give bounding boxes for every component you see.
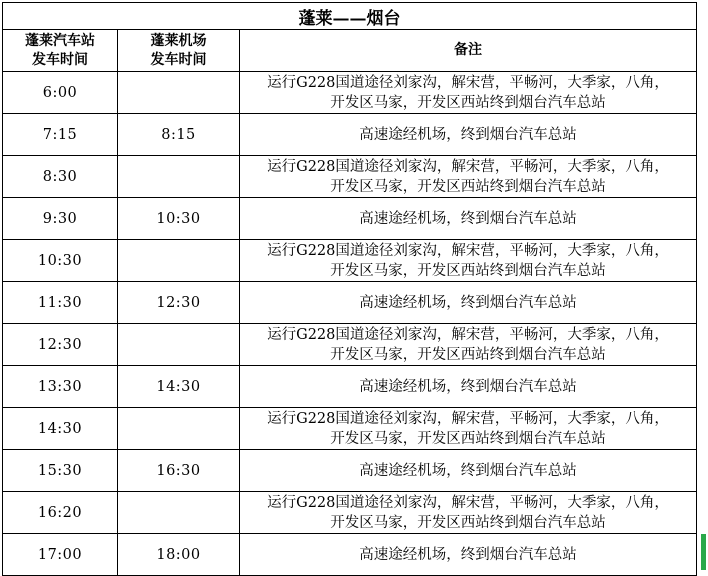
route-note-line1: 运行G228国道途径刘家沟，解宋营，平畅河，大季家，八角， <box>267 74 669 91</box>
airport-departure-time: 8:15 <box>118 114 240 156</box>
route-note-line1: 高速途经机场，终到烟台汽车总站 <box>359 294 577 311</box>
header-penglai-line2: 发车时间 <box>32 51 88 68</box>
table-row <box>3 240 697 282</box>
airport-departure-time: 12:30 <box>118 282 240 324</box>
route-note <box>240 156 697 198</box>
penglai-departure-time: 9:30 <box>3 198 118 240</box>
edge-accent-mark <box>701 534 706 570</box>
penglai-departure-time: 13:30 <box>3 366 118 408</box>
airport-departure-time <box>118 72 240 114</box>
airport-departure-time: 16:30 <box>118 450 240 492</box>
route-note-line1: 高速途经机场，终到烟台汽车总站 <box>359 462 577 479</box>
route-note-line1: 高速途经机场，终到烟台汽车总站 <box>359 546 577 563</box>
route-note <box>240 72 697 114</box>
route-note <box>240 240 697 282</box>
header-row <box>3 30 697 72</box>
table-row <box>3 156 697 198</box>
bus-schedule-table <box>2 2 697 576</box>
route-note <box>240 282 697 324</box>
airport-departure-time <box>118 156 240 198</box>
airport-departure-time <box>118 492 240 534</box>
penglai-departure-time: 7:15 <box>3 114 118 156</box>
route-note-line1: 运行G228国道途径刘家沟，解宋营，平畅河，大季家，八角， <box>267 158 669 175</box>
route-note-line1: 运行G228国道途径刘家沟，解宋营，平畅河，大季家，八角， <box>267 326 669 343</box>
table-title: 蓬莱——烟台 <box>3 3 697 30</box>
route-note <box>240 198 697 240</box>
route-note-line1: 运行G228国道途径刘家沟，解宋营，平畅河，大季家，八角， <box>267 410 669 427</box>
table-row <box>3 114 697 156</box>
route-note-line2: 开发区马家，开发区西站终到烟台汽车总站 <box>330 94 606 111</box>
header-note: 备注 <box>240 30 697 72</box>
route-note-line1: 高速途经机场，终到烟台汽车总站 <box>359 210 577 227</box>
airport-departure-time: 14:30 <box>118 366 240 408</box>
route-note-line1: 高速途经机场，终到烟台汽车总站 <box>359 378 577 395</box>
airport-departure-time: 18:00 <box>118 534 240 576</box>
airport-departure-time <box>118 324 240 366</box>
route-note <box>240 492 697 534</box>
penglai-departure-time: 15:30 <box>3 450 118 492</box>
table-row <box>3 366 697 408</box>
route-note-line2: 开发区马家，开发区西站终到烟台汽车总站 <box>330 514 606 531</box>
route-note-line2: 开发区马家，开发区西站终到烟台汽车总站 <box>330 346 606 363</box>
route-note-line1: 运行G228国道途径刘家沟，解宋营，平畅河，大季家，八角， <box>267 494 669 511</box>
table-row <box>3 198 697 240</box>
airport-departure-time: 10:30 <box>118 198 240 240</box>
airport-departure-time <box>118 240 240 282</box>
penglai-departure-time: 6:00 <box>3 72 118 114</box>
route-note-line2: 开发区马家，开发区西站终到烟台汽车总站 <box>330 262 606 279</box>
table-row <box>3 282 697 324</box>
table-row <box>3 72 697 114</box>
route-note <box>240 324 697 366</box>
penglai-departure-time: 14:30 <box>3 408 118 450</box>
route-note-line2: 开发区马家，开发区西站终到烟台汽车总站 <box>330 430 606 447</box>
route-note <box>240 366 697 408</box>
route-note <box>240 534 697 576</box>
penglai-departure-time: 11:30 <box>3 282 118 324</box>
route-note <box>240 450 697 492</box>
header-airport-departure <box>118 30 240 72</box>
penglai-departure-time: 12:30 <box>3 324 118 366</box>
header-airport-line1: 蓬莱机场 <box>150 32 207 49</box>
route-note-line2: 开发区马家，开发区西站终到烟台汽车总站 <box>330 178 606 195</box>
airport-departure-time <box>118 408 240 450</box>
route-note <box>240 114 697 156</box>
table-row <box>3 534 697 576</box>
table-row <box>3 324 697 366</box>
route-note-line1: 高速途经机场，终到烟台汽车总站 <box>359 126 577 143</box>
penglai-departure-time: 10:30 <box>3 240 118 282</box>
header-penglai-line1: 蓬莱汽车站 <box>25 32 95 49</box>
header-airport-line2: 发车时间 <box>150 51 207 68</box>
table-row <box>3 492 697 534</box>
table-row <box>3 408 697 450</box>
route-note <box>240 408 697 450</box>
penglai-departure-time: 17:00 <box>3 534 118 576</box>
title-row <box>3 3 697 30</box>
header-penglai-departure <box>3 30 118 72</box>
penglai-departure-time: 16:20 <box>3 492 118 534</box>
route-note-line1: 运行G228国道途径刘家沟，解宋营，平畅河，大季家，八角， <box>267 242 669 259</box>
penglai-departure-time: 8:30 <box>3 156 118 198</box>
table-row <box>3 450 697 492</box>
